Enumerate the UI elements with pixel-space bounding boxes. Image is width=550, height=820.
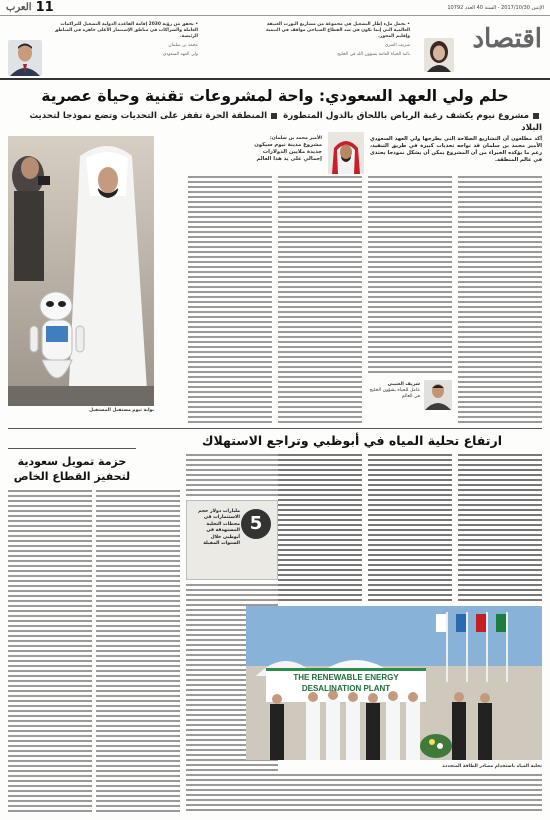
teaser-text: • تحمل ملء إطار التشغيل في مجموعة من مشاريع البورت العتيقة العالمية التي إنما تكون في سد القطاع السياحي مواقف في التنمية وإقليم المحور. (265, 22, 410, 39)
teaser-right[interactable] (260, 22, 410, 58)
lead-paragraph: أكد مطلعون أن التشاريع الصلاحة التي يطرحها ولي العهد السعودي الأمير محمد بن سلمان قد تواجه تحديات كبيرة في طريق التنفيذ، رغم ما يؤكده الخبراء من أن المشروع يمكن أن يشكل نموذجا يحتذى في عالم المنطقة. (370, 136, 542, 163)
subheadline-2: المنطقة الحرة تقفز على التحديات وتضع نموذجا لتحديث البلاد (29, 111, 542, 133)
story3-col-1 (8, 490, 92, 814)
desalination-headline[interactable]: ارتفاع تحلية المياه في أبوظبي وتراجع الاستهلاك (202, 433, 502, 448)
body-text-col-3 (278, 176, 362, 424)
prince-portrait (328, 132, 364, 174)
stat-box (186, 500, 278, 580)
body-text-col-2 (368, 176, 452, 376)
pullquote-label: الأمير محمد بن سلمان: (269, 136, 322, 141)
teaser-author: محمد بن سلمان (168, 43, 198, 48)
story2-col-4 (186, 454, 278, 498)
main-subheadline (8, 110, 542, 134)
robot-photo (8, 136, 154, 406)
body-text-col-4 (188, 176, 272, 424)
dateline: الإثنين 2017/10/30 - السنة 40 العدد 10792 (447, 4, 544, 11)
pullquote-text: مشروع مدينة نيوم سيكون جديدة ملايين الدولارات إجمالي على يد هذا العالم (254, 142, 322, 162)
pullquote (250, 136, 322, 163)
teaser-role: ولي العهد السعودي (162, 52, 198, 57)
page-number-block (6, 0, 54, 15)
story2-col-1 (458, 454, 542, 602)
desalination-plant-photo (246, 606, 542, 760)
teaser-portrait-woman (424, 38, 454, 72)
inline-author-name: شريف العتيبي (387, 382, 420, 387)
desalination-photo-caption: تحلية المياه باستخدام مصادر الطاقة المتجددة (442, 764, 542, 769)
section-header (0, 18, 550, 80)
bullet-square-icon (271, 113, 277, 119)
section-divider (8, 428, 542, 429)
body-text-col-1 (458, 176, 542, 424)
inline-author-portrait (424, 380, 452, 410)
robot-photo-caption: بوابة نيوم مستقبل المستقبل (89, 408, 154, 413)
stat-number: 5 (241, 509, 271, 539)
teaser-text: • تحقق من رؤية 2030 إقامة القاعدة الدولية التشغيل للتراكمات العاملة والشراكات في مناطق الإستثمار الأعلى جاهزة في المناطق الرئيسة. (54, 22, 198, 39)
page-number: 11 (35, 0, 54, 15)
bullet-square-icon (533, 113, 539, 119)
teaser-role: نائبة الحياة العامة بشؤون الله في الخليج (337, 52, 410, 57)
teaser-portrait-man (8, 40, 42, 76)
story3-divider (8, 448, 136, 449)
teaser-author: شريف العنزي (384, 43, 410, 48)
story2-col-2 (368, 454, 452, 602)
plant-banner-text: THE RENEWABLE ENERGY DESALINATION PLANT (293, 673, 399, 693)
subheadline-1: مشروع نيوم يكشف رغبة الرياض باللحاق بالدول المتطورة (283, 111, 529, 121)
main-headline[interactable]: حلم ولي العهد السعودي: واحة لمشروعات تقنية وحياة عصرية (41, 87, 509, 105)
teaser-left[interactable] (48, 22, 198, 58)
story2-lower-col (246, 774, 542, 814)
newspaper-logo: العرب (6, 2, 32, 13)
inline-author-box (368, 382, 420, 400)
story3-col-2 (96, 490, 180, 814)
saudi-funding-headline[interactable]: حزمة تمويل سعودية لتحفيز القطاع الخاص (13, 455, 131, 483)
inline-author-text: عامل للحياة بشؤون الخليج في العالم (369, 388, 420, 399)
story2-col-3 (278, 454, 362, 602)
section-title: اقتصاد (472, 24, 542, 54)
page-top-strip (0, 0, 550, 16)
stat-text: مليارات دولار حجم الاستثمارات في محطات التحلية المستهدفة في أبوظبي خلال السنوات المقبلة (198, 509, 240, 547)
